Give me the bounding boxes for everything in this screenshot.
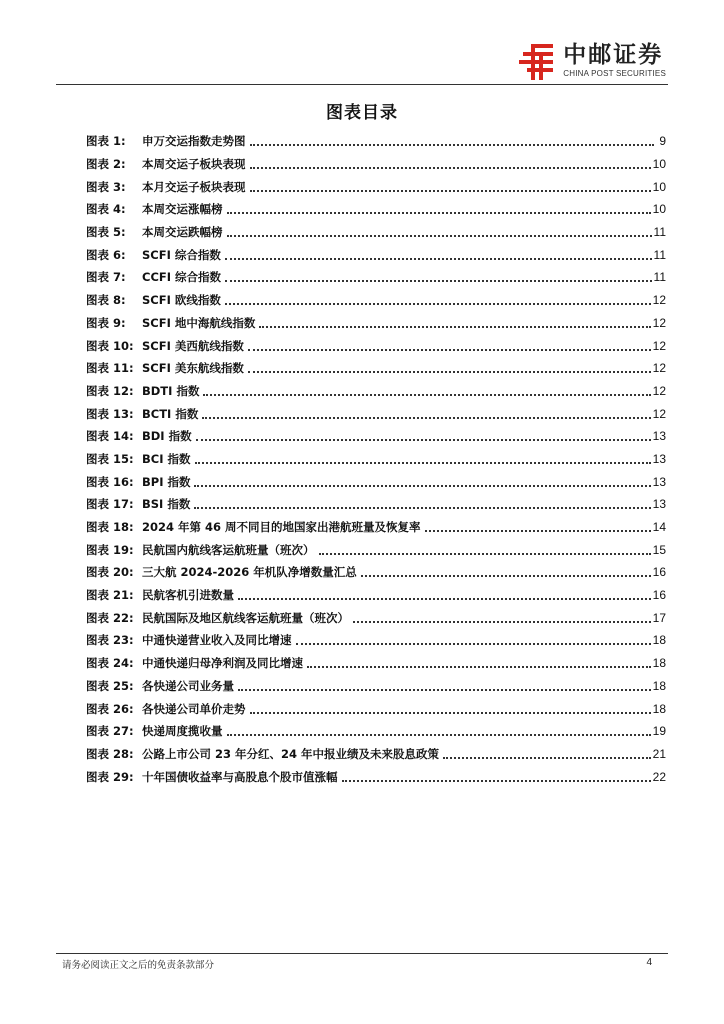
toc-leader-dots: [227, 734, 651, 736]
toc-entry[interactable]: [86, 516, 666, 539]
toc-leader-dots: [225, 303, 651, 305]
toc-entry-label: 图表 7:: [86, 270, 126, 285]
toc-entry-label: 图表 27:: [86, 724, 134, 739]
company-logo: [517, 42, 666, 82]
toc-entry-page: 19: [652, 724, 666, 739]
toc-entry-page: 21: [652, 746, 666, 761]
toc-leader-dots: [248, 349, 651, 351]
toc-entry-title: 民航客机引进数量: [142, 588, 234, 603]
toc-entry-label: 图表 13:: [86, 406, 134, 421]
toc-entry-page: 16: [652, 565, 666, 580]
toc-entry-page: 22: [652, 769, 666, 784]
toc-entry-title: BCI 指数: [142, 451, 191, 466]
toc-entry-page: 12: [652, 338, 666, 353]
toc-entry-label: 图表 5:: [86, 225, 126, 240]
toc-entry-page: 18: [652, 656, 666, 671]
china-post-logo-icon: [517, 42, 557, 82]
toc-leader-dots: [353, 621, 651, 623]
toc-entry-title: 2024 年第 46 周不同目的地国家出港航班量及恢复率: [142, 520, 421, 535]
toc-entry-title: BPI 指数: [142, 474, 191, 489]
toc-entry-label: 图表 24:: [86, 656, 134, 671]
toc-entry-title: 各快递公司业务量: [142, 678, 234, 693]
toc-leader-dots: [227, 235, 652, 237]
toc-entry-title: SCFI 美西航线指数: [142, 338, 244, 353]
toc-entry-title: SCFI 综合指数: [142, 247, 221, 262]
toc-leader-dots: [203, 394, 650, 396]
toc-entry-title: 三大航 2024-2026 年机队净增数量汇总: [142, 565, 357, 580]
toc-entry[interactable]: [86, 743, 666, 766]
toc-entry-label: 图表 16:: [86, 474, 134, 489]
toc-entry-page: 16: [652, 588, 666, 603]
toc-entry-title: CCFI 综合指数: [142, 270, 222, 285]
toc-entry-title: BSI 指数: [142, 497, 191, 512]
toc-leader-dots: [227, 212, 651, 214]
toc-entry-label: 图表 19:: [86, 542, 134, 557]
toc-entry-label: 图表 22:: [86, 610, 134, 625]
toc-leader-dots: [250, 167, 651, 169]
toc-entry-page: 10: [652, 157, 666, 172]
toc-leader-dots: [307, 666, 651, 668]
toc-entry[interactable]: [86, 584, 666, 607]
toc-entry[interactable]: [86, 153, 666, 176]
toc-entry-title: 民航国内航线客运航班量（班次）: [142, 542, 315, 557]
toc-leader-dots: [195, 462, 651, 464]
toc-entry-label: 图表 4:: [86, 202, 126, 217]
toc-entry[interactable]: [86, 697, 666, 720]
toc-leader-dots: [319, 553, 651, 555]
toc-entry-title: 十年国债收益率与高股息个股市值涨幅: [142, 769, 338, 784]
toc-entry-page: 12: [652, 361, 666, 376]
toc-entry[interactable]: [86, 380, 666, 403]
toc-entry[interactable]: [86, 606, 666, 629]
toc-entry[interactable]: [86, 312, 666, 335]
company-name-en: CHINA POST SECURITIES: [563, 69, 666, 78]
toc-entry-title: SCFI 地中海航线指数: [142, 315, 256, 330]
toc-entry-page: 12: [652, 293, 666, 308]
toc-entry-label: 图表 25:: [86, 678, 134, 693]
toc-leader-dots: [296, 643, 651, 645]
toc-entry-page: 12: [652, 315, 666, 330]
toc-entry[interactable]: [86, 357, 666, 380]
toc-entry-title: SCFI 欧线指数: [142, 293, 221, 308]
toc-entry-label: 图表 6:: [86, 247, 126, 262]
toc-leader-dots: [443, 757, 651, 759]
toc-entry-page: 15: [652, 542, 666, 557]
toc-entry[interactable]: [86, 675, 666, 698]
toc-entry-label: 图表 21:: [86, 588, 134, 603]
toc-entry-page: 10: [652, 202, 666, 217]
toc-entry-label: 图表 2:: [86, 157, 126, 172]
toc-entry-page: 18: [652, 633, 666, 648]
toc-leader-dots: [250, 190, 651, 192]
toc-entry-label: 图表 23:: [86, 633, 134, 648]
toc-entry-label: 图表 14:: [86, 429, 134, 444]
toc-entry[interactable]: [86, 266, 666, 289]
toc-entry[interactable]: [86, 629, 666, 652]
toc-entry[interactable]: [86, 448, 666, 471]
toc-entry-title: 民航国际及地区航线客运航班量（班次）: [142, 610, 349, 625]
toc-entry-title: 本周交运跌幅榜: [142, 225, 223, 240]
toc-entry-title: BCTI 指数: [142, 406, 199, 421]
toc-entry-page: 13: [652, 497, 666, 512]
toc-entry[interactable]: [86, 765, 666, 788]
toc-entry-page: 10: [652, 179, 666, 194]
toc-entry[interactable]: [86, 493, 666, 516]
toc-entry[interactable]: [86, 652, 666, 675]
toc-entry-page: 18: [652, 701, 666, 716]
toc-entry-page: 18: [652, 678, 666, 693]
toc-entry-label: 图表 10:: [86, 338, 134, 353]
toc-entry[interactable]: [86, 289, 666, 312]
toc-leader-dots: [250, 144, 655, 146]
toc-entry-label: 图表 26:: [86, 701, 134, 716]
toc-leader-dots: [248, 371, 651, 373]
toc-entry-label: 图表 28:: [86, 746, 134, 761]
toc-entry-label: 图表 9:: [86, 315, 126, 330]
toc-leader-dots: [238, 689, 651, 691]
toc-entry-title: 本月交运子板块表现: [142, 179, 246, 194]
toc-entry[interactable]: [86, 334, 666, 357]
toc-entry-title: 申万交运指数走势图: [142, 134, 246, 149]
toc-entry-title: BDTI 指数: [142, 383, 200, 398]
toc-entry-page: 12: [652, 383, 666, 398]
toc-entry-page: 13: [652, 451, 666, 466]
toc-entry[interactable]: [86, 425, 666, 448]
toc-entry-page: 11: [653, 225, 666, 240]
toc-entry[interactable]: [86, 538, 666, 561]
toc-entry-title: BDI 指数: [142, 429, 192, 444]
toc-leader-dots: [238, 598, 651, 600]
table-of-figures: [86, 130, 666, 788]
toc-leader-dots: [196, 439, 651, 441]
toc-entry-label: 图表 17:: [86, 497, 134, 512]
toc-entry-page: 14: [652, 520, 666, 535]
toc-entry[interactable]: [86, 402, 666, 425]
toc-leader-dots: [425, 530, 651, 532]
toc-entry[interactable]: [86, 175, 666, 198]
toc-entry-page: 9: [659, 134, 666, 149]
toc-entry-title: 本周交运子板块表现: [142, 157, 246, 172]
toc-leader-dots: [194, 485, 650, 487]
toc-leader-dots: [225, 258, 652, 260]
toc-leader-dots: [202, 417, 650, 419]
footer-disclaimer: 请务必阅读正文之后的免责条款部分: [62, 960, 215, 971]
toc-entry-label: 图表 8:: [86, 293, 126, 308]
toc-entry-page: 13: [652, 429, 666, 444]
toc-entry-page: 11: [653, 270, 666, 285]
toc-leader-dots: [361, 575, 651, 577]
toc-entry-label: 图表 1:: [86, 134, 126, 149]
toc-entry[interactable]: [86, 198, 666, 221]
toc-entry-page: 13: [652, 474, 666, 489]
toc-entry[interactable]: [86, 221, 666, 244]
toc-entry-label: 图表 15:: [86, 451, 134, 466]
page-title: 图表目录: [326, 103, 398, 123]
toc-entry[interactable]: [86, 470, 666, 493]
toc-entry-title: 快递周度揽收量: [142, 724, 223, 739]
toc-entry-label: 图表 3:: [86, 179, 126, 194]
toc-entry-label: 图表 11:: [86, 361, 134, 376]
toc-leader-dots: [342, 780, 651, 782]
page-number: 4: [646, 957, 652, 968]
toc-leader-dots: [194, 507, 650, 509]
toc-entry-label: 图表 12:: [86, 383, 134, 398]
toc-entry-title: 本周交运涨幅榜: [142, 202, 223, 217]
toc-entry[interactable]: [86, 561, 666, 584]
toc-entry-title: SCFI 美东航线指数: [142, 361, 244, 376]
footer-divider: [56, 953, 668, 954]
toc-leader-dots: [250, 712, 651, 714]
toc-entry[interactable]: [86, 720, 666, 743]
toc-entry[interactable]: [86, 130, 666, 153]
toc-entry-title: 公路上市公司 23 年分红、24 年中报业绩及未来股息政策: [142, 746, 440, 761]
company-name-cn: 中邮证券: [563, 42, 664, 68]
toc-entry-page: 11: [653, 247, 666, 262]
toc-leader-dots: [225, 280, 652, 282]
toc-entry-title: 中通快递营业收入及同比增速: [142, 633, 292, 648]
toc-entry-label: 图表 18:: [86, 520, 134, 535]
toc-entry-label: 图表 20:: [86, 565, 134, 580]
toc-entry-title: 中通快递归母净利润及同比增速: [142, 656, 303, 671]
toc-entry-label: 图表 29:: [86, 769, 134, 784]
header-divider: [56, 84, 668, 85]
toc-entry-title: 各快递公司单价走势: [142, 701, 246, 716]
toc-entry[interactable]: [86, 243, 666, 266]
toc-entry-page: 17: [652, 610, 666, 625]
toc-leader-dots: [259, 326, 650, 328]
toc-entry-page: 12: [652, 406, 666, 421]
